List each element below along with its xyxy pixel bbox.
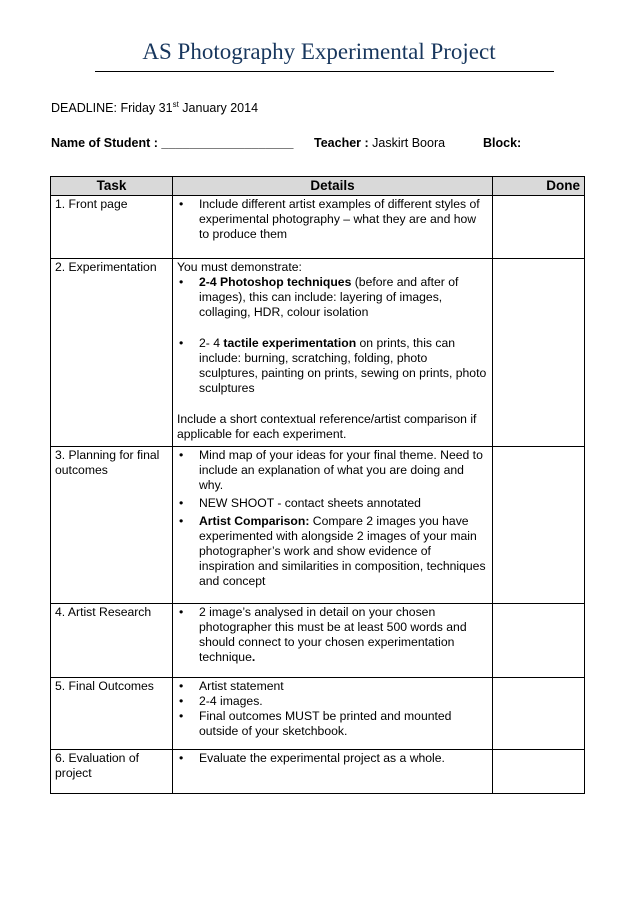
details-cell [173, 750, 493, 794]
task-cell: 4. Artist Research [51, 604, 173, 678]
details-outro: Include a short contextual reference/artist comparison if applicable for each experiment. [177, 412, 477, 441]
task-table [50, 176, 585, 794]
details-cell [173, 447, 493, 604]
table-row [51, 259, 585, 447]
deadline-prefix: DEADLINE: Friday 31 [51, 101, 173, 116]
title-underline [95, 71, 554, 72]
list-item: • Final outcomes MUST be printed and mounted outside of your sketchbook. [177, 709, 488, 739]
list-item [177, 514, 488, 589]
details-cell [173, 604, 493, 678]
item-text: on prints, this can include: burning, scratching, folding, photo sculptures, painting on prints, sewing on prints, photo sculptures [199, 336, 487, 395]
done-cell[interactable] [493, 196, 585, 259]
task-cell: 5. Final Outcomes [51, 678, 173, 750]
block-label: Block: [483, 136, 522, 150]
details-cell [173, 259, 493, 447]
done-cell[interactable] [493, 447, 585, 604]
task-cell: 1. Front page [51, 196, 173, 259]
student-info-line [51, 136, 591, 150]
details-intro: You must demonstrate: [177, 260, 302, 274]
task-cell: 2. Experimentation [51, 259, 173, 447]
list-item [177, 605, 488, 665]
page-title: AS Photography Experimental Project [142, 39, 496, 64]
item-text: 2- 4 [199, 336, 224, 350]
table-row [51, 750, 585, 794]
list-item: • NEW SHOOT - contact sheets annotated [177, 496, 488, 511]
deadline-suffix: January 2014 [178, 101, 259, 116]
details-cell [173, 678, 493, 750]
student-name-label: Name of Student : ___________________ [51, 136, 294, 150]
list-item: • Evaluate the experimental project as a whole. [177, 751, 488, 766]
header-task: Task [51, 177, 173, 196]
table-row [51, 678, 585, 750]
list-item: • Artist statement [177, 679, 488, 694]
bold-text: 2-4 Photoshop techniques [199, 275, 352, 289]
item-text: 2 image’s analysed in detail on your chosen photographer this must be at least 500 words and should connect to your chosen experimentation technique [199, 605, 467, 664]
teacher-name: Jaskirt Boora [368, 136, 446, 150]
task-cell: 6. Evaluation of project [51, 750, 173, 794]
bold-text: . [251, 650, 256, 664]
bold-text: Artist Comparison: [199, 514, 310, 528]
done-cell[interactable] [493, 604, 585, 678]
header-done: Done [493, 177, 585, 196]
done-cell[interactable] [493, 259, 585, 447]
item-text: (before and after of images), this can include: layering of images, collaging, HDR, colour isolation [199, 275, 459, 319]
list-item: • 2-4 images. [177, 694, 488, 709]
table-row [51, 604, 585, 678]
item-text: Compare 2 images you have experimented with alongside 2 images of your main photographer’s work and show evidence of inspiration and similarities in composition, techniques and concept [199, 514, 486, 588]
table-header-row [51, 177, 585, 196]
header-details: Details [173, 177, 493, 196]
teacher-label: Teacher : [314, 136, 369, 150]
details-cell [173, 196, 493, 259]
list-item: • Include different artist examples of different styles of experimental photography – what they are and how to produce them [177, 197, 488, 242]
list-item: • Mind map of your ideas for your final theme. Need to include an explanation of what you are doing and why. [177, 448, 488, 493]
task-cell: 3. Planning for final outcomes [51, 447, 173, 604]
list-item [177, 336, 488, 396]
table-row [51, 196, 585, 259]
table-row [51, 447, 585, 604]
deadline [51, 100, 258, 115]
list-item [177, 275, 488, 320]
done-cell[interactable] [493, 750, 585, 794]
deadline-sup: st [172, 100, 179, 109]
done-cell[interactable] [493, 678, 585, 750]
teacher-info [314, 136, 445, 150]
bold-text: tactile experimentation [223, 336, 357, 350]
